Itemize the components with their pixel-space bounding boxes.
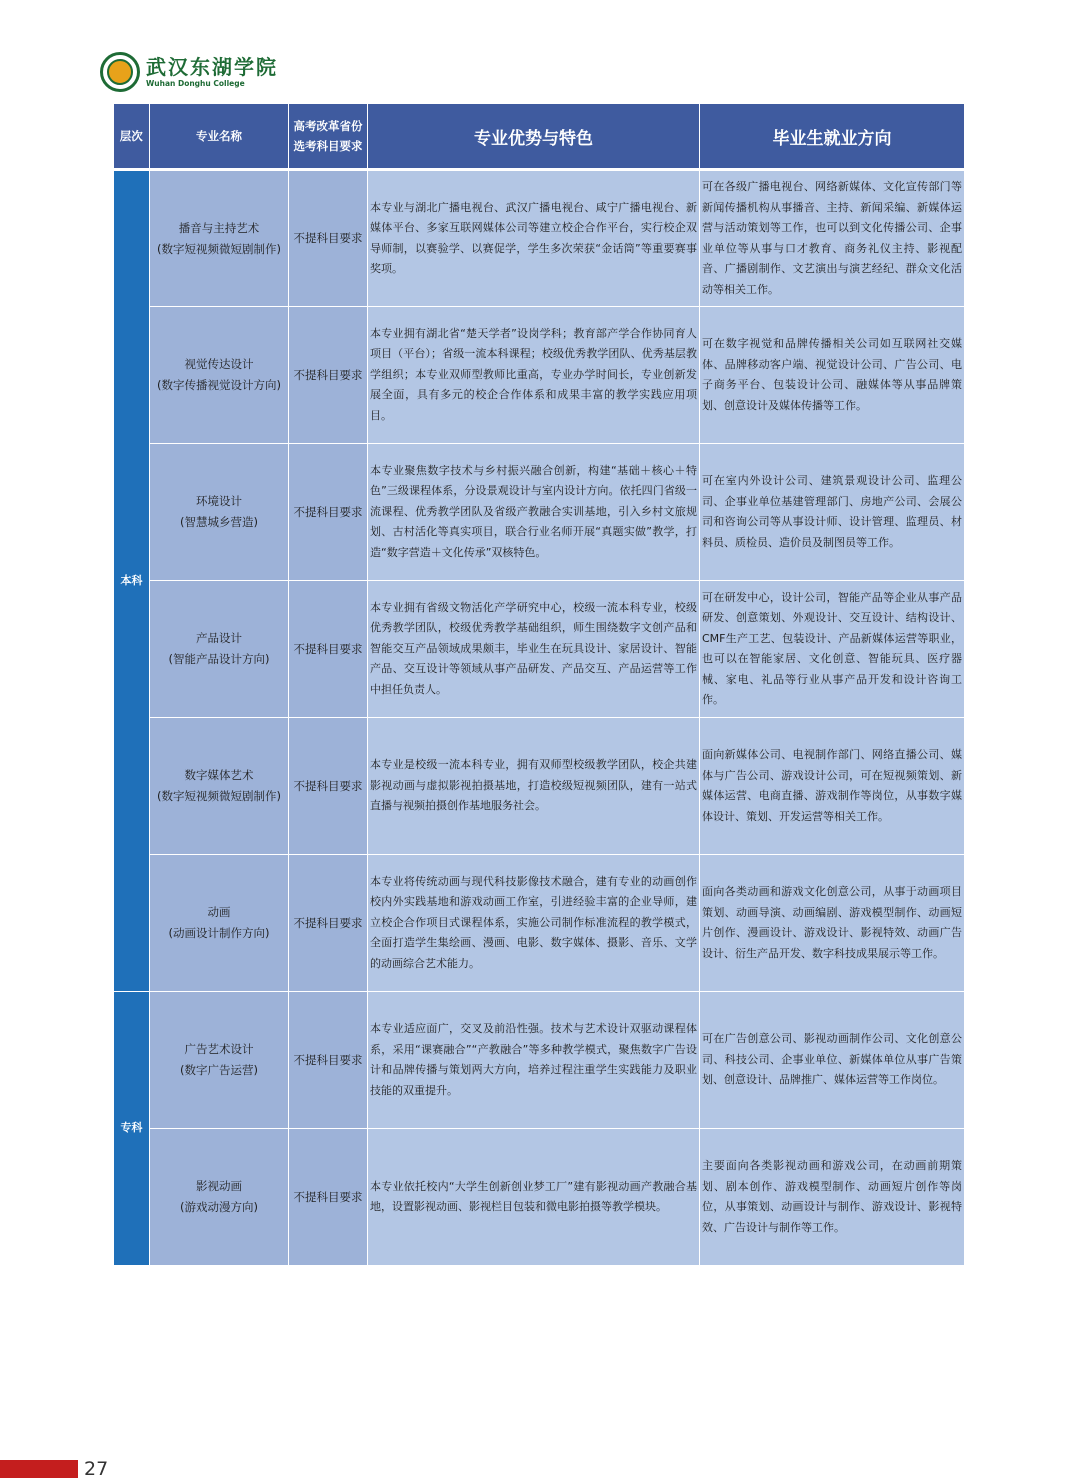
- level-cell-junior: 专科: [114, 992, 150, 1266]
- employment-cell: 面向各类动画和游戏文化创意公司，从事于动画项目策划、动画导演、动画编剧、游戏模型制作、动画短片创作、漫画设计、游戏设计、影视特效、动画广告设计、衍生产品开发、数字科技成果展示等工作。: [700, 855, 965, 992]
- table-row: [114, 307, 965, 444]
- requirement-cell: 不提科目要求: [289, 992, 368, 1129]
- requirement-cell: 不提科目要求: [289, 855, 368, 992]
- advantages-cell: 本专业是校级一流本科专业，拥有双师型校级教学团队，校企共建影视动画与虚拟影视拍摄基地，打造校级短视频团队，建有一站式直播与视频拍摄创作基地服务社会。: [368, 718, 700, 855]
- major-name: 环境设计: [196, 494, 242, 508]
- major-direction: (智能产品设计方向): [168, 652, 270, 666]
- major-name-cell: [150, 992, 289, 1129]
- employment-cell: 主要面向各类影视动画和游戏公司，在动画前期策划、剧本创作、游戏模型制作、动画短片创作等岗位，从事策划、动画设计与制作、游戏设计、影视特效、广告设计与制作等工作。: [700, 1129, 965, 1266]
- major-name-cell: [150, 170, 289, 307]
- college-name-en: Wuhan Donghu College: [146, 78, 245, 88]
- major-direction: (游戏动漫方向): [180, 1200, 258, 1214]
- header-employment: 毕业生就业方向: [700, 104, 965, 170]
- advantages-cell: 本专业与湖北广播电视台、武汉广播电视台、咸宁广播电视台、新媒体平台、多家互联网媒体公司等建立校企合作平台，实行校企双导师制，以赛验学、以赛促学，学生多次荣获“金话筒”等重要赛事奖项。: [368, 170, 700, 307]
- requirement-cell: 不提科目要求: [289, 1129, 368, 1266]
- major-direction: (数字传播视觉设计方向): [157, 378, 281, 392]
- major-name: 动画: [207, 905, 231, 919]
- employment-cell: 面向新媒体公司、电视制作部门、网络直播公司、媒体与广告公司、游戏设计公司，可在短视频策划、新媒体运营、电商直播、游戏制作等岗位，从事数字媒体设计、策划、开发运营等相关工作。: [700, 718, 965, 855]
- advantages-cell: 本专业拥有省级文物活化产学研究中心，校级一流本科专业，校级优秀教学团队，校级优秀教学基础组织，师生围绕数字文创产品和智能交互产品领域成果颇丰，毕业生在玩具设计、家居设计、智能产品、交互设计等领域从事产品研发、产品交互、产品运营等工作中担任负责人。: [368, 581, 700, 718]
- advantages-cell: 本专业聚焦数字技术与乡村振兴融合创新，构建“基础＋核心＋特色”三级课程体系，分设景观设计与室内设计方向。依托四门省级一流课程、优秀教学团队及省级产教融合实训基地，引入乡村文旅规划、古村活化等真实项目，联合行业名师开展“真题实做”教学，打造“数字营造＋文化传承”双核特色。: [368, 444, 700, 581]
- header-name: 专业名称: [150, 104, 289, 170]
- major-name: 影视动画: [196, 1179, 242, 1193]
- employment-cell: 可在各级广播电视台、网络新媒体、文化宣传部门等新闻传播机构从事播音、主持、新闻采编、新媒体运营与活动策划等工作，也可以到文化传播公司、企事业单位等从事与口才教育、商务礼仪主持、影视配音、广播剧制作、文艺演出与演艺经纪、群众文化活动等相关工作。: [700, 170, 965, 307]
- advantages-cell: 本专业适应面广，交叉及前沿性强。技术与艺术设计双驱动课程体系，采用“课赛融合”“产教融合”等多种教学模式，聚焦数字广告设计和品牌传播与策划两大方向，培养过程注重学生实践能力及职业技能的双重提升。: [368, 992, 700, 1129]
- employment-cell: 可在广告创意公司、影视动画制作公司、文化创意公司、科技公司、企事业单位、新媒体单位从事广告策划、创意设计、品牌推广、媒体运营等工作岗位。: [700, 992, 965, 1129]
- college-seal-icon: [100, 52, 140, 92]
- major-direction: (智慧城乡营造): [180, 515, 258, 529]
- major-direction: (动画设计制作方向): [168, 926, 270, 940]
- employment-cell: 可在室内外设计公司、建筑景观设计公司、监理公司、企事业单位基建管理部门、房地产公司、会展公司和咨询公司等从事设计师、设计管理、监理员、材料员、质检员、造价员及制图员等工作。: [700, 444, 965, 581]
- major-name-cell: [150, 307, 289, 444]
- level-cell-undergrad: 本科: [114, 170, 150, 992]
- table-row: [114, 581, 965, 718]
- advantages-cell: 本专业拥有湖北省“楚天学者”设岗学科；教育部产学合作协同育人项目（平台）；省级一流本科课程；校级优秀教学团队、优秀基层教学组织；本专业双师型教师比重高，专业办学时间长，专业创新发展全面，具有多元的校企合作体系和成果丰富的教学实践应用项目。: [368, 307, 700, 444]
- table-header-row: [114, 104, 965, 170]
- major-name-cell: [150, 1129, 289, 1266]
- header-requirement: 高考改革省份选考科目要求: [289, 104, 368, 170]
- header-advantages: 专业优势与特色: [368, 104, 700, 170]
- employment-cell: 可在数字视觉和品牌传播相关公司如互联网社交媒体、品牌移动客户端、视觉设计公司、广告公司、电子商务平台、包装设计公司、融媒体等从事品牌策划、创意设计及媒体传播等工作。: [700, 307, 965, 444]
- header-level: 层次: [114, 104, 150, 170]
- requirement-cell: 不提科目要求: [289, 170, 368, 307]
- requirement-cell: 不提科目要求: [289, 444, 368, 581]
- table-row: [114, 718, 965, 855]
- major-direction: (数字短视频微短剧制作): [157, 241, 281, 256]
- major-name: 数字媒体艺术: [184, 768, 254, 782]
- table-row: [114, 992, 965, 1129]
- table-row: [114, 444, 965, 581]
- college-name-cn: 武汉东湖学院: [146, 54, 278, 79]
- major-name-cell: [150, 444, 289, 581]
- major-direction: (数字短视频微短剧制作): [157, 789, 281, 803]
- employment-cell: 可在研发中心，设计公司，智能产品等企业从事产品研发、创意策划、外观设计、交互设计、结构设计、CMF生产工艺、包装设计、产品新媒体运营等职业，也可以在智能家居、文化创意、智能玩具、医疗器械、家电、礼品等行业从事产品开发和设计咨询工作。: [700, 581, 965, 718]
- majors-table: [113, 104, 965, 1266]
- table-row: [114, 855, 965, 992]
- major-name: 播音与主持艺术: [178, 220, 260, 235]
- table-row: [114, 1129, 965, 1266]
- requirement-cell: 不提科目要求: [289, 718, 368, 855]
- major-direction: (数字广告运营): [180, 1063, 258, 1077]
- page-number: 27: [84, 1458, 109, 1480]
- advantages-cell: 本专业依托校内“大学生创新创业梦工厂”建有影视动画产教融合基地，设置影视动画、影视栏目包装和微电影拍摄等教学模块。: [368, 1129, 700, 1266]
- table-row: [114, 170, 965, 307]
- college-logo: [100, 50, 278, 94]
- footer-accent-bar: [0, 1460, 78, 1478]
- major-name-cell: [150, 855, 289, 992]
- major-name-cell: [150, 718, 289, 855]
- advantages-cell: 本专业将传统动画与现代科技影像技术融合，建有专业的动画创作校内外实践基地和游戏动画工作室，引进经验丰富的企业导师，建立校企合作项目式课程体系，实施公司制作标准流程的教学模式，全面打造学生集绘画、漫画、电影、数字媒体、摄影、音乐、文学的动画综合艺术能力。: [368, 855, 700, 992]
- major-name: 视觉传达设计: [184, 357, 254, 371]
- major-name: 广告艺术设计: [184, 1042, 254, 1056]
- requirement-cell: 不提科目要求: [289, 581, 368, 718]
- major-name-cell: [150, 581, 289, 718]
- requirement-cell: 不提科目要求: [289, 307, 368, 444]
- major-name: 产品设计: [196, 631, 242, 645]
